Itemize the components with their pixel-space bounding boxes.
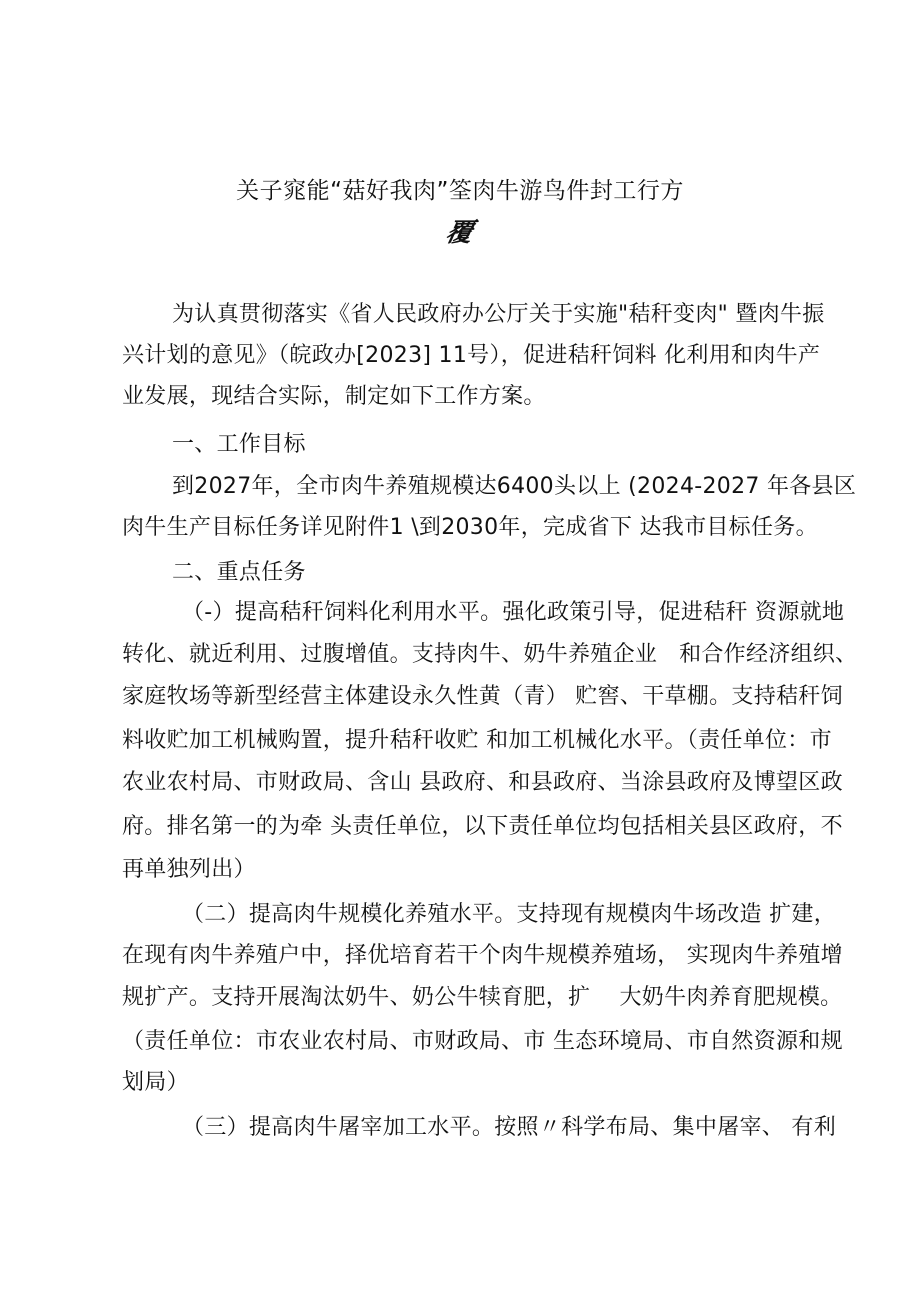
paragraph-line: （责任单位：市农业农村局、市财政局、市 生态环境局、市自然资源和规 [122, 1029, 843, 1054]
document-title-line-2: 覆 [443, 218, 476, 248]
paragraph-line: 规扩产。支持开展淘汰奶牛、奶公牛犊育肥，扩 大奶牛肉养育肥规模。 [122, 985, 843, 1010]
paragraph-line: 转化、就近利用、过腹增值。支持肉牛、奶牛养殖企业 和合作经济组织、 [122, 642, 858, 667]
section-heading: 二、重点任务 [172, 560, 306, 585]
paragraph-line: 在现有肉牛养殖户中，择优培育若干个肉牛规模养殖场， 实现肉牛养殖增 [122, 943, 843, 968]
paragraph-line: 料收贮加工机械购置，提升秸秆收贮 和加工机械化水平。（责任单位：市 [122, 728, 832, 753]
paragraph-line: 肉牛生产目标任务详见附件1 \到2030年，完成省下 达我市目标任务。 [122, 515, 818, 540]
paragraph-line: 划局） [122, 1070, 189, 1095]
document-title-line-1: 关子窕能“菇好我肉”筌肉牛游鸟件封工行方 [236, 178, 684, 204]
paragraph-line: （-）提高秸秆饲料化利用水平。强化政策引导，促进秸秆 资源就地 [182, 600, 845, 625]
paragraph-line: 再单独列出） [122, 857, 256, 882]
paragraph-line: 为认真贯彻落实《省人民政府办公厅关于实施"秸秆变肉" 暨肉牛振 [172, 302, 825, 327]
paragraph-line: 业发展，现结合实际，制定如下工作方案。 [122, 384, 546, 409]
paragraph-line: 到2027年，全市肉牛养殖规模达6400头以上 (2024-2027 年各县区 [172, 474, 857, 499]
paragraph-line: 兴计划的意见》（皖政办[2023] 11号），促进秸秆饲料 化利用和肉牛产 [122, 343, 821, 368]
paragraph-line: 府。排名第一的为牵 头责任单位，以下责任单位均包括相关县区政府，不 [122, 814, 843, 839]
section-heading: 一、工作目标 [172, 432, 306, 457]
paragraph-line: （三）提高肉牛屠宰加工水平。按照〃科学布局、集中屠宰、 有利 [182, 1115, 836, 1140]
paragraph-line: （二）提高肉牛规模化养殖水平。支持现有规模肉牛场改造 扩建， [182, 902, 836, 927]
paragraph-line: 家庭牧场等新型经营主体建设永久性黄（青） 贮窖、干草棚。支持秸秆饲 [122, 684, 843, 709]
paragraph-line: 农业农村局、市财政局、含山 县政府、和县政府、当涂县政府及博望区政 [122, 770, 843, 795]
